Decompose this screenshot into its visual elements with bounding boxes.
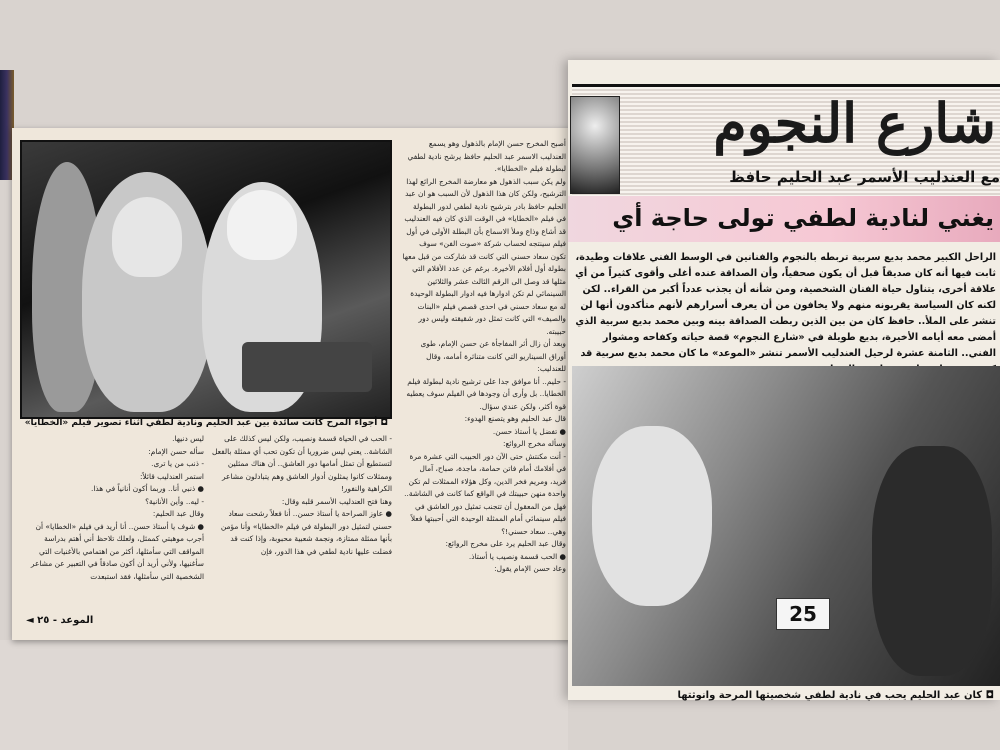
main-headline: يغني لنادية لطفي تولى حاجة أي xyxy=(612,204,994,232)
article-column-2: - الحب في الحياة قسمة ونصيب، ولكن ليس كذلك على الشاشة.. يعني ليس ضروريا أن تكون تحب أي ممثلة بالفعل لتستطيع أن تمثل أمامها دور العاشق.. أن هناك ممثلين وممثلات كانوا يمثلون أدوار العاشق وهم يتبادلون مشاعر الكراهية والنفور! وهنا فتح العندليب الأسمر قلبه وقال: ● عاوز الصراحة يا أستاذ حسن.. أنا فعلاً رشحت سعاد حسني لتمثيل دور البطولة في فيلم «الخطايا» وأنا مؤمن بأنها ممثلة ممتازة، ونجمة شعبية محبوبة، وإذا كنت قد فضلت عليها نادية لطفي في هذا الدور، فإن xyxy=(212,434,392,556)
left-magazine-page xyxy=(12,128,572,640)
headline-strip xyxy=(568,196,1000,242)
right-photo xyxy=(572,366,1000,686)
left-photo xyxy=(20,140,392,419)
actor-figure xyxy=(872,446,992,676)
article-column-3: ليس دنيها. سأله حسن الإمام: - ذنب من يا ترى. استمر العندليب قائلاً: ● ذنبي أنا.. وربما أكون أنانياً في هذا. - ليه.. وأين الأنانية؟ وقال عبد الحليم: ● شوف يا أستاذ حسن.. أنا أريد في فيلم «الخطايا» أن أجرب موهبتي كممثل، ولعلك تلاحظ أني أهتم بدراسة المواقف التي سأمثلها، أكثر من اهتمامي بالأغنيات التي سأغنيها، ولأني أريد أن أكون صادقاً في التعبير عن مشاعر الشخصية التي سأمثلها، فقد استبعدت xyxy=(30,434,204,581)
number-card: 25 xyxy=(776,598,830,630)
actress-figure xyxy=(592,426,712,606)
page-number: الموعد - ٢٥ xyxy=(37,615,94,626)
left-photo-caption: ◘ أجواء المرح كانت سائدة بين عبد الحليم ونادية لطفي اثناء تصوير فيلم «الخطايا» xyxy=(24,418,388,428)
author-portrait xyxy=(570,96,620,194)
article-subheading: مع العندليب الأسمر عبد الحليم حافظ xyxy=(729,168,1000,186)
article-intro: الراحل الكبير محمد بديع سربية تربطه بالنجوم والفنانين في الوسط الفني علاقات وطيدة، ثابت فيها أنه كان صديقاً قبل أن يكون صحفياً، وأن الصداقة عنده أغلى وأقوى كثيراً من أي علاقة أخرى، يتناول حياة الفنان الشخصية، ومن شأنه أن يجذب عدداً أكبر من القراء.. لكن لكنه كان السياسة يقربونه منهم ولا يخافون من أن يعرف أسرارهم لأنهم متأكدون أنها لن تنشر على الملأ.. حافظ كان من بين الذين ربطت الصداقة بينه وبين محمد بديع سربية الذي أمضى معه أيامه الأخيرة، بديع طويلة في «شارع النجوم» قصة حياته وكفاحه ومشوار الفني.. الثامنة عشرة لرحيل العندليب الأسمر تنشر «الموعد» ما كان محمد بديع سربية قد xyxy=(575,252,996,359)
page-footer xyxy=(26,615,93,626)
right-photo-caption: ◘ كان عبد الحليم يحب في نادية لطفي شخصيتها المرحة وانوثتها xyxy=(677,690,994,701)
article-column-1: أصبح المخرج حسن الإمام بالذهول وهو يسمع العندليب الاسمر عبد الحليم حافظ يرشح نادية لطفي لبطولة فيلم «الخطايا». ولم يكن سبب الذهول هو معارضة المخرج الرائع لهذا الترشيح، ولكن كان هذا الذهول لأن السبب هو ان عبد الحليم حافظ بادر بترشيح نادية لطفي لدور البطولة في فيلم «الخطايا» في الوقت الذي كان فيه العندليب قد أشاع وذاع وملأ الاسماع بأن البطلة الأولى في أول فيلم سينتجه لحساب شركة «صوت الفن» سوف تكون سعاد حسني التي كانت قد شاركت من قبل معها بطولة أول أفلام الأخيرة. برغم عن عدد الأفلام التي مثلها قد وصل الى الرقم الثالث عشر والثلاثين السينمائي لم تكن ادوارها فيه ادوار البطولة الوحيدة له مع سعاد حسني في احدى قصص فيلم «البنات والصيف» التي كانت تمثل دور شقيقته وليس دور حبيبته. وبعد أن زال أثر المفاجأة عن حسن الإمام، طوى أوراق السيناريو التي كانت متناثرة أمامه، وقال للعندليب: - حليم.. أنا موافق جدا على ترشيح نادية لبطولة فيلم الخطايا.. بل وأرى أن وجودها في الفيلم سوف يعطيه قوة أكثر، ولكن عندي سؤال. قال عبد الحليم وهو يتصنع الهدوء: ● تفضل يا أستاذ حسن. وسأله مخرج الروائع: - أنت مكنتش حتى الآن دور الحبيب التي عشرة مرة في أفلامك أمام فاتن حمامة، ماجدة، صباح، آمال فريد، ومريم فخر الدين، وكل هؤلاء الممثلات لم تكن واحدة منهن حبيبتك في الواقع كما كانت في الشاشة.. فهل من المعقول أن تتجنب تمثيل دور العاشق في فيلم سينمائي أمام الممثلة الوحيدة التي أحببتها فعلاً وهي.. سعاد حسني!؟ وقال عبد الحليم يرد على مخرج الروائع: ● الحب قسمة ونصيب يا أستاذ. وعاد حسن الإمام يقول: xyxy=(402,139,566,573)
right-magazine-page xyxy=(568,60,1000,700)
table-surface xyxy=(0,640,568,750)
arrow-icon: ◄ xyxy=(26,615,38,626)
section-title: شارع النجوم xyxy=(713,91,996,155)
